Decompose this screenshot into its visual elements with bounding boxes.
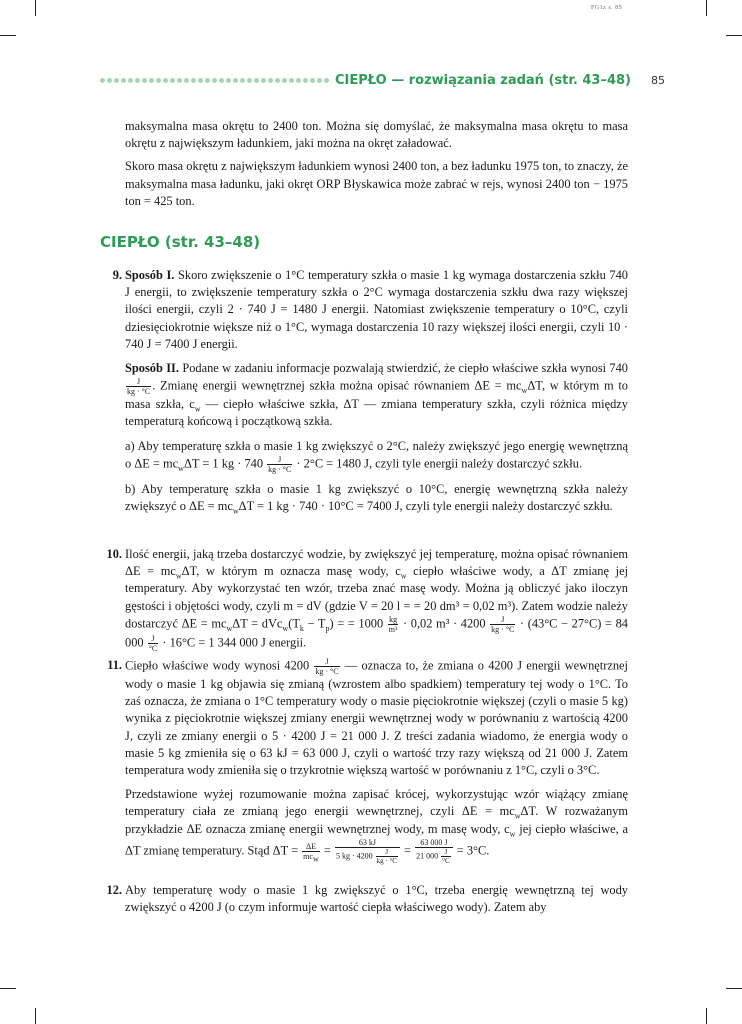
decorative-dot [149,78,154,83]
problem-10 [97,546,628,660]
paragraph: a) Aby temperaturę szkła o masie 1 kg zwiększyć o 2°C, należy zwiększyć jego energię wewnętrzną o $\Delta E = mc_w\Delta T = 1$ kg · 740 $\frac{J}{kg \cdot ^\circ C}$ · 2°C = 1480 J, czyli tyle energii należy dostarczyć szkłu. [125,438,628,474]
crop-mark [726,988,742,989]
decorative-dot [198,78,203,83]
problem-11 [97,657,628,872]
decorative-dot [121,78,126,83]
fraction: 63 kJ 5 kg · 4200 $\frac{J}{kg \cdot ^\circ C}$ [335,838,400,865]
problem-9 [97,267,628,522]
problem-number: 12. [106,883,122,897]
crop-mark [706,0,707,16]
decorative-dot [317,78,322,83]
fraction: 63 000 J 21 000 $\frac{J}{^\circ C}$ [415,838,452,865]
decorative-dot [233,78,238,83]
decorative-dot [184,78,189,83]
header-title: CIEPŁO — rozwiązania zadań (str. 43–48) [334,72,631,88]
decorative-dot [107,78,112,83]
decorative-dot [261,78,266,83]
decorative-dot [240,78,245,83]
fraction: $\frac{J}{kg \cdot ^\circ C}$ [491,614,515,634]
paragraph: Ciepło właściwe wody wynosi 4200 $\frac{J}{kg \cdot ^\circ C}$ — oznacza to, że zmiana o 4200 J energii wewnętrznej wody o masie 1 kg objawia się zmianą (wzrostem albo spadkiem) temperatury tej wody o 1°C. To zaś oznacza, że zmiana o 1°C temperatury wody o masie pięciokrotnie większej (czyli o masie 5 kg) wynika z pięciokrotnie większej zmiany energii wewnętrznej wody w porównaniu z wartością 4200 J, czyli ze zmiany energii o 5 · 4200 J = 21 000 J. Z treści zadania wiadomo, że energia wody o masie 5 kg zmieniła się o 63 kJ = 63 000 J, czyli o wartość trzy razy większą od 21 000 J. Zatem temperatura wody zmieniła się o trzykrotnie większą wartość w porównaniu z 1°C, czyli o 3°C. [125,657,628,778]
crop-mark [35,1008,36,1024]
decorative-dot [303,78,308,83]
page-number: 85 [651,73,665,87]
problem-number: 9. [112,268,122,282]
text: Podane w zadaniu informacje pozwalają stwierdzić, że ciepło właściwe szkła wynosi 740 [182,361,628,376]
text: — ciepło właściwe szkła, ΔT — zmiana temperatury szkła, czyli różnica między temperaturą końcową i początkową szkła. [125,397,628,429]
decorative-dot [191,78,196,83]
problem-number: 10. [106,547,122,561]
crop-mark [706,1008,707,1024]
decorative-dot [142,78,147,83]
crop-mark [35,0,36,16]
decorative-dot [289,78,294,83]
text: . Zmianę energii wewnętrznej szkła można opisać równaniem ΔE = mc [152,378,522,393]
paragraph: Aby temperaturę wody o masie 1 kg zwiększyć o 1°C, trzeba energię wewnętrzną tej wody zwiększyć o 4200 J (o czym informuje wartość ciepła właściwego wody). Zatem aby [125,883,628,915]
decorative-dot [205,78,210,83]
decorative-dot [282,78,287,83]
crop-mark [726,35,742,36]
decorative-dot [324,78,329,83]
paragraph: Sposób II. Podane w zadaniu informacje pozwalają stwierdzić, że ciepło właściwe szkła wynosi 740 $\frac{J}{kg \cdot ^\circ C}$ . Zmianę energii wewnętrznej szkła można opisać równaniem $\Delta E = mc_w\Delta T$, w którym m to masa szkła, $c_w$ — ciepło właściwe szkła, ΔT — zmiana temperatury szkła, czyli różnica między temperaturą końcową i początkową szkła. [125,361,629,429]
decorative-dot [114,78,119,83]
fraction: $\frac{J}{kg \cdot ^\circ C}$ [268,454,292,474]
print-code: FG1z s. 85 [591,5,623,11]
problem-number: 11. [107,658,122,672]
paragraph: Ilość energii, jaką trzeba dostarczyć wodzie, by zwiększyć jej temperaturę, można opisać równaniem $\Delta E = mc_w\Delta T$, w którym m oznacza masę wody, $c_w$ ciepło właściwe wody, a ΔT zmianę jej temperatury. Aby wykorzystać ten wzór, trzeba znać masę wody. Można ją obliczyć jako iloczyn gęstości i objętości wody, czyli m = dV (gdzie V = 20 l = = 20 dm³ = 0,02 m³). Zatem wodzie należy dostarczyć $\Delta E = mc_w\Delta T = dVc_w(T_k - T_p)$ = = 1000 $\frac{kg}{\text{m³}}$ · 0,02 m³ · 4200 $\frac{J}{kg \cdot ^\circ C}$ · (43°C − 27°C) = 84 000 $\frac{J}{^\circ C}$ · 16°C = 1 344 000 J energii. [125,547,629,653]
decorative-dot [135,78,140,83]
crop-mark [0,35,16,36]
decorative-dot [247,78,252,83]
decorative-dot [163,78,168,83]
fraction: $\frac{J}{^\circ C}$ [148,633,158,653]
decorative-dot [296,78,301,83]
fraction: $\frac{J}{kg \cdot ^\circ C}$ [127,377,151,397]
method-label: Sposób I. [125,268,175,282]
decorative-dot [254,78,259,83]
problem-12 [97,882,628,923]
crop-mark [0,988,16,989]
paragraph: maksymalna masa okrętu to 2400 ton. Można się domyślać, że maksymalna masa okrętu to masa okrętu z największym ładunkiem, jaki można na okręt załadować. [125,119,628,151]
decorative-dots [100,70,329,90]
section-heading: CIEPŁO (str. 43–48) [100,233,261,251]
decorative-dot [177,78,182,83]
decorative-dot [268,78,273,83]
decorative-dot [310,78,315,83]
intro-text [125,118,628,216]
decorative-dot [219,78,224,83]
decorative-dot [128,78,133,83]
fraction: $\frac{kg}{\text{m³}}$ [388,614,398,634]
decorative-dot [275,78,280,83]
paragraph: b) Aby temperaturę szkła o masie 1 kg zwiększyć o 10°C, energię wewnętrzną szkła należy zwiększyć o $\Delta E = mc_w\Delta T = 1$ kg · 740 · 10°C = 7400 J, czyli tyle energii należy dostarczyć szkłu. [125,481,628,516]
fraction: $\frac{\Delta E}{mc_w}$ [303,841,319,864]
decorative-dot [226,78,231,83]
decorative-dot [170,78,175,83]
text: ΔT, w którym m to masa szkła, c [125,378,629,412]
paragraph: Skoro masa okrętu z największym ładunkiem wynosi 2400 ton, a bez ładunku 1975 ton, to znaczy, że maksymalna masa ładunku, jaki okręt ORP Błyskawica może zabrać w rejs, wynosi 2400 ton − 1975 ton = 425 ton. [125,159,628,208]
running-header [100,70,665,90]
paragraph [125,267,628,353]
decorative-dot [100,78,105,83]
decorative-dot [156,78,161,83]
text: Skoro zwiększenie o 1°C temperatury szkła o masie 1 kg wymaga dostarczenia szkłu 740 J energii, to zwiększenie temperatury szkła o 2°C wymaga dostarczenia szkłu dwa razy większej ilości energii, czyli 2 · 740 J = 1480 J energii. Natomiast zwiększenie temperatury o 10°C, czyli dziesięciokrotnie większe niż o 1°C, wymaga dostarczenia 10 razy większej ilości energii, czyli 10 · 740 J = 7400 J energii. [125,268,628,351]
method-label: Sposób II. [125,361,179,376]
fraction: $\frac{J}{kg \cdot ^\circ C}$ [315,657,339,676]
decorative-dot [212,78,217,83]
paragraph: Przedstawione wyżej rozumowanie można zapisać krócej, wykorzystując wzór wiążący zmianę temperatury ciała ze zmianą jego energii wewnętrznej, czyli $\Delta E = mc_w\Delta T$. W rozważanym przykładzie ΔE oznacza zmianę energii wewnętrznej wody, m masę wody, $c_w$ jej ciepło właściwe, a ΔT zmianę temperatury. Stąd ΔT = $\frac{\Delta E}{mc_w}$ = 63 kJ 5 kg · 4200 $\frac{J}{kg \cdot ^\circ C}$ = 63 000 J 21 000 $\frac{J}{^\circ C}$ = 3°C. [125,787,629,865]
